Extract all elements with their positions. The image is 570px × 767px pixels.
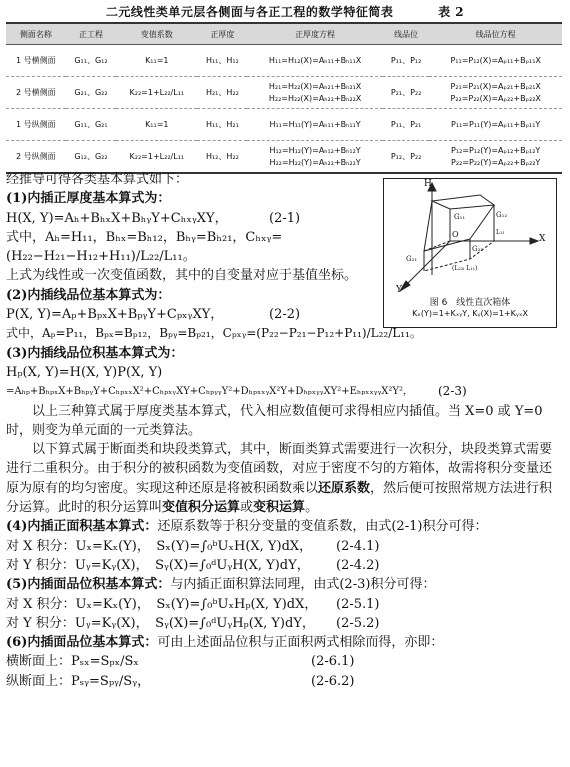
heading-2: (2)内插线品位基本算式为：: [6, 287, 171, 303]
table-cell: 1 号横侧面: [6, 45, 66, 77]
table-cell: H₁₂=H₁₂(Y)=Aₕ₁₂+Bₕ₁₂Y H₂₂=H₂₂(Y)=Aₕ₂₂+Bₕ₂₂Y: [247, 141, 382, 174]
label-g22: G₂₂: [472, 245, 484, 253]
eq-4-1-line: [6, 537, 562, 556]
table-cell: P₂₁=P₂₁(X)=Aₚ₂₁+Bₚ₂₁X P₂₂=P₂₂(X)=Aₚ₂₂+Bₚ₂₂X: [429, 77, 562, 109]
eq-4-1-number: (2-4.1): [336, 538, 380, 554]
p4-part-f: 变积运算: [253, 500, 306, 516]
table-cell: 1 号纵侧面: [6, 109, 66, 141]
label-x: X: [539, 234, 546, 244]
table-row: [6, 45, 562, 77]
heading-3: (3)内插线品位积基本算式为：: [6, 345, 184, 361]
table-row: [6, 77, 562, 109]
table-cell: P₁₁、P₁₂: [383, 45, 430, 77]
eq-6-2-line: [6, 672, 562, 691]
table-cell: G₂₁、G₂₂: [66, 77, 117, 109]
label-l22: (L₂₂ᵢ L₁₁): [452, 265, 478, 272]
table-cell: G₁₁、G₁₂: [66, 45, 117, 77]
table-cell: P₁₁=P₁₂(X)=Aₚ₁₁+Bₚ₁₁X: [429, 45, 562, 77]
eq-4-1: 对 X 积分：Uₓ=Kₓ(Y)， Sₓ(Y)=∫₀ᵇUₓH(X, Y)dX，: [6, 538, 313, 554]
heading-5: (5)内插面品位积基本算式：: [6, 577, 171, 593]
heading-1: (1)内插正厚度基本算式为：: [6, 191, 171, 207]
table-header-cell: 正厚度方程: [247, 23, 382, 45]
table-header-cell: 正工程: [66, 23, 117, 45]
table-header-cell: 线品位: [383, 23, 430, 45]
p4-part-c: ，然后便可按照常规方法进行积分运算。此时的积分运算叫: [6, 480, 553, 516]
eq-6-1: 横断面上：Pₛₓ=Sₚₓ/Sₓ: [6, 654, 139, 670]
eq-5-1: 对 X 积分：Uₓ=Kₓ(Y)， Sₓ(Y)=∫₀ᵇUₓHₚ(X, Y)dX，: [6, 596, 318, 612]
table-header-cell: 变值系数: [116, 23, 197, 45]
heading-4-text: 还原系数等于积分变量的变值系数，由式(2-1)积分可得：: [157, 519, 488, 535]
equation-2-line: [6, 305, 562, 324]
main-text: [6, 170, 562, 691]
paragraph-4: [6, 440, 562, 517]
heading-6-line: [6, 633, 562, 652]
eq-6-2-number: (2-6.2): [311, 673, 355, 689]
table-header-cell: 线品位方程: [429, 23, 562, 45]
p4-part-b: 还原系数: [318, 480, 371, 496]
table-row: [6, 141, 562, 174]
eq-5-1-number: (2-5.1): [336, 596, 380, 612]
equation-3b-line: [6, 382, 562, 401]
feature-table: [6, 22, 562, 174]
paragraph-1b: 上式为线性或一次变值函数，其中的自变量对应于基值坐标。: [6, 268, 358, 284]
eq-4-2: 对 Y 积分：Uᵧ=Kᵧ(X)， Sᵧ(X)=∫₀ᵈUᵧH(X, Y)dY，: [6, 557, 310, 573]
table-cell: K₁₁=1: [116, 45, 197, 77]
paragraph-1a: 式中，Aₕ=H₁₁，Bₕₓ=Bₕ₁₂，Bₕᵧ=Bₕ₂₁，Cₕₓᵧ=(H₂₂−H₂₁−H₁₂+H₁₁)/L₂₂/L₁₁。: [6, 229, 283, 265]
p4-part-a: 以下算式属于断面类和块段类算式，其中，断面类算式需要进行一次积分，块段类算式需要进行二重积分。由于积分的被积函数为变值函数，对应于密度不匀的方箱体，故需将积分变量还原为原有的均匀密度。实现这种还原是将被积函数乘以: [6, 442, 553, 496]
eq-6-2: 纵断面上：Pₛᵧ=Sₚᵧ/Sᵧ，: [6, 673, 151, 689]
table-cell: H₁₁=H₁₂(X)=Aₕ₁₁+Bₕ₁₁X: [247, 45, 382, 77]
eq-6-1-number: (2-6.1): [311, 654, 355, 670]
table-number: 表 2: [438, 5, 465, 19]
table-title: 二元线性类单元层各侧面与各正工程的数学特征简表: [105, 5, 394, 19]
eq-4-2-line: [6, 556, 562, 575]
figure-caption: 图 6 线性直次箱体: [429, 298, 511, 308]
table-cell: P₁₁、P₂₁: [383, 109, 430, 141]
table-cell: G₁₁、G₂₁: [66, 109, 117, 141]
table-cell: H₁₂、H₂₂: [197, 141, 247, 174]
equation-1: H(X, Y)=Aₕ+BₕₓX+BₕᵧY+CₕₓᵧXY，: [6, 210, 228, 226]
table-cell: H₂₁、H₂₂: [197, 77, 247, 109]
label-g11: G₁₁: [454, 213, 466, 221]
table-cell: H₁₁、H₂₁: [197, 109, 247, 141]
table-cell: 2 号纵侧面: [6, 141, 66, 174]
table-cell: K₂₂=1+L₂₂/L₁₁: [116, 141, 197, 174]
table-cell: H₂₁=H₂₂(X)=Aₕ₂₁+Bₕ₂₁X H₂₂=H₂₂(X)=Aₕ₂₂+Bₕ₂₂X: [247, 77, 382, 109]
table-cell: 2 号横侧面: [6, 77, 66, 109]
table-cell: K₂₂=1+L₂₂/L₁₁: [116, 77, 197, 109]
intro-line: 经推导可得各类基本算式如下：: [6, 172, 189, 187]
label-y: Y: [396, 285, 402, 295]
eq-4-2-number: (2-4.2): [336, 557, 380, 573]
heading-4-line: [6, 517, 562, 536]
label-g21: G₂₁: [406, 255, 418, 263]
paragraph-3: 以上三种算式属于厚度类基本算式，代入相应数值便可求得相应内插值。当 X=0 或 Y=0 时，则变为单元面的一元类算法。: [6, 403, 543, 438]
heading-6: (6)内插面品位基本算式：: [6, 635, 158, 651]
eq-6-1-line: [6, 652, 562, 671]
label-l11: L₁₁: [496, 229, 505, 236]
table-header-row: [6, 23, 562, 45]
heading-5-line: [6, 575, 562, 594]
eq-5-2: 对 Y 积分：Uᵧ=Kᵧ(X)， Sᵧ(X)=∫₀ᵈUᵧHₚ(X, Y)dY，: [6, 615, 315, 631]
figure-formula: Kₓ(Y)=1+KₓᵧY, Kᵧ(X)=1+KᵧₓX: [412, 309, 528, 318]
heading-6-text: 可由上述面品位积与正面积两式相除而得，亦即：: [157, 635, 444, 651]
eq-5-2-number: (2-5.2): [336, 615, 380, 631]
equation-3-number: (2-3): [438, 384, 467, 399]
equation-3b: =Aₕₚ+BₕₚₓX+BₕₚᵧY+CₕₚₓₓX²+CₕₚₓᵧXY+CₕₚᵧᵧY²+DₕₚₓₓᵧX²Y+DₕₚₓᵧᵧXY²+EₕₚₓₓᵧᵧX²Y²，: [6, 386, 413, 398]
table-cell: P₁₂、P₂₂: [383, 141, 430, 174]
label-h: H: [424, 179, 432, 189]
table-cell: H₁₁=H₁₁(Y)=Aₕ₁₁+Bₕ₁₁Y: [247, 109, 382, 141]
p4-part-e: 或: [240, 500, 254, 516]
table-cell: H₁₁、H₁₂: [197, 45, 247, 77]
heading-4: (4)内插正面积基本算式：: [6, 519, 158, 535]
equation-1-line: [6, 209, 562, 228]
table-cell: P₁₂=P₁₂(Y)=Aₚ₁₂+Bₚ₁₂Y P₂₂=P₂₂(Y)=Aₚ₂₂+Bₚ₂₂Y: [429, 141, 562, 174]
p4-part-g: 。: [305, 500, 319, 516]
table-cell: P₁₁=P₁₁(Y)=Aₚ₁₁+Bₚ₁₁Y: [429, 109, 562, 141]
heading-5-text: 与内插正面积算法同理，由式(2-3)积分可得：: [170, 577, 436, 593]
equation-2-number: (2-2): [269, 307, 301, 323]
eq-5-1-line: [6, 595, 562, 614]
paragraph-2a: 式中，Aₚ=P₁₁，Bₚₓ=Bₚ₁₂，Bₚᵧ=Bₚ₂₁，Cₚₓᵧ=(P₂₂−P₂₁−P₁₂+P₁₁)/L₂₂/L₁₁。: [6, 326, 422, 341]
equation-3a: Hₚ(X, Y)=H(X, Y)P(X, Y): [6, 364, 163, 380]
table-cell: G₁₂、G₂₂: [66, 141, 117, 174]
equation-1-number: (2-1): [269, 210, 301, 226]
table-cell: K₁₁=1: [116, 109, 197, 141]
p4-part-d: 变值积分运算: [162, 500, 241, 516]
table-body: [6, 45, 562, 174]
table-cell: P₂₁、P₂₂: [383, 77, 430, 109]
label-o: O: [452, 230, 459, 239]
label-g12: G₁₂: [496, 211, 508, 219]
table-header-cell: 侧面名称: [6, 23, 66, 45]
equation-2: P(X, Y)=Aₚ+BₚₓX+BₚᵧY+CₚₓᵧXY，: [6, 307, 224, 323]
table-row: [6, 109, 562, 141]
eq-5-2-line: [6, 614, 562, 633]
table-header-cell: 正厚度: [197, 23, 247, 45]
table-caption: [0, 3, 570, 20]
